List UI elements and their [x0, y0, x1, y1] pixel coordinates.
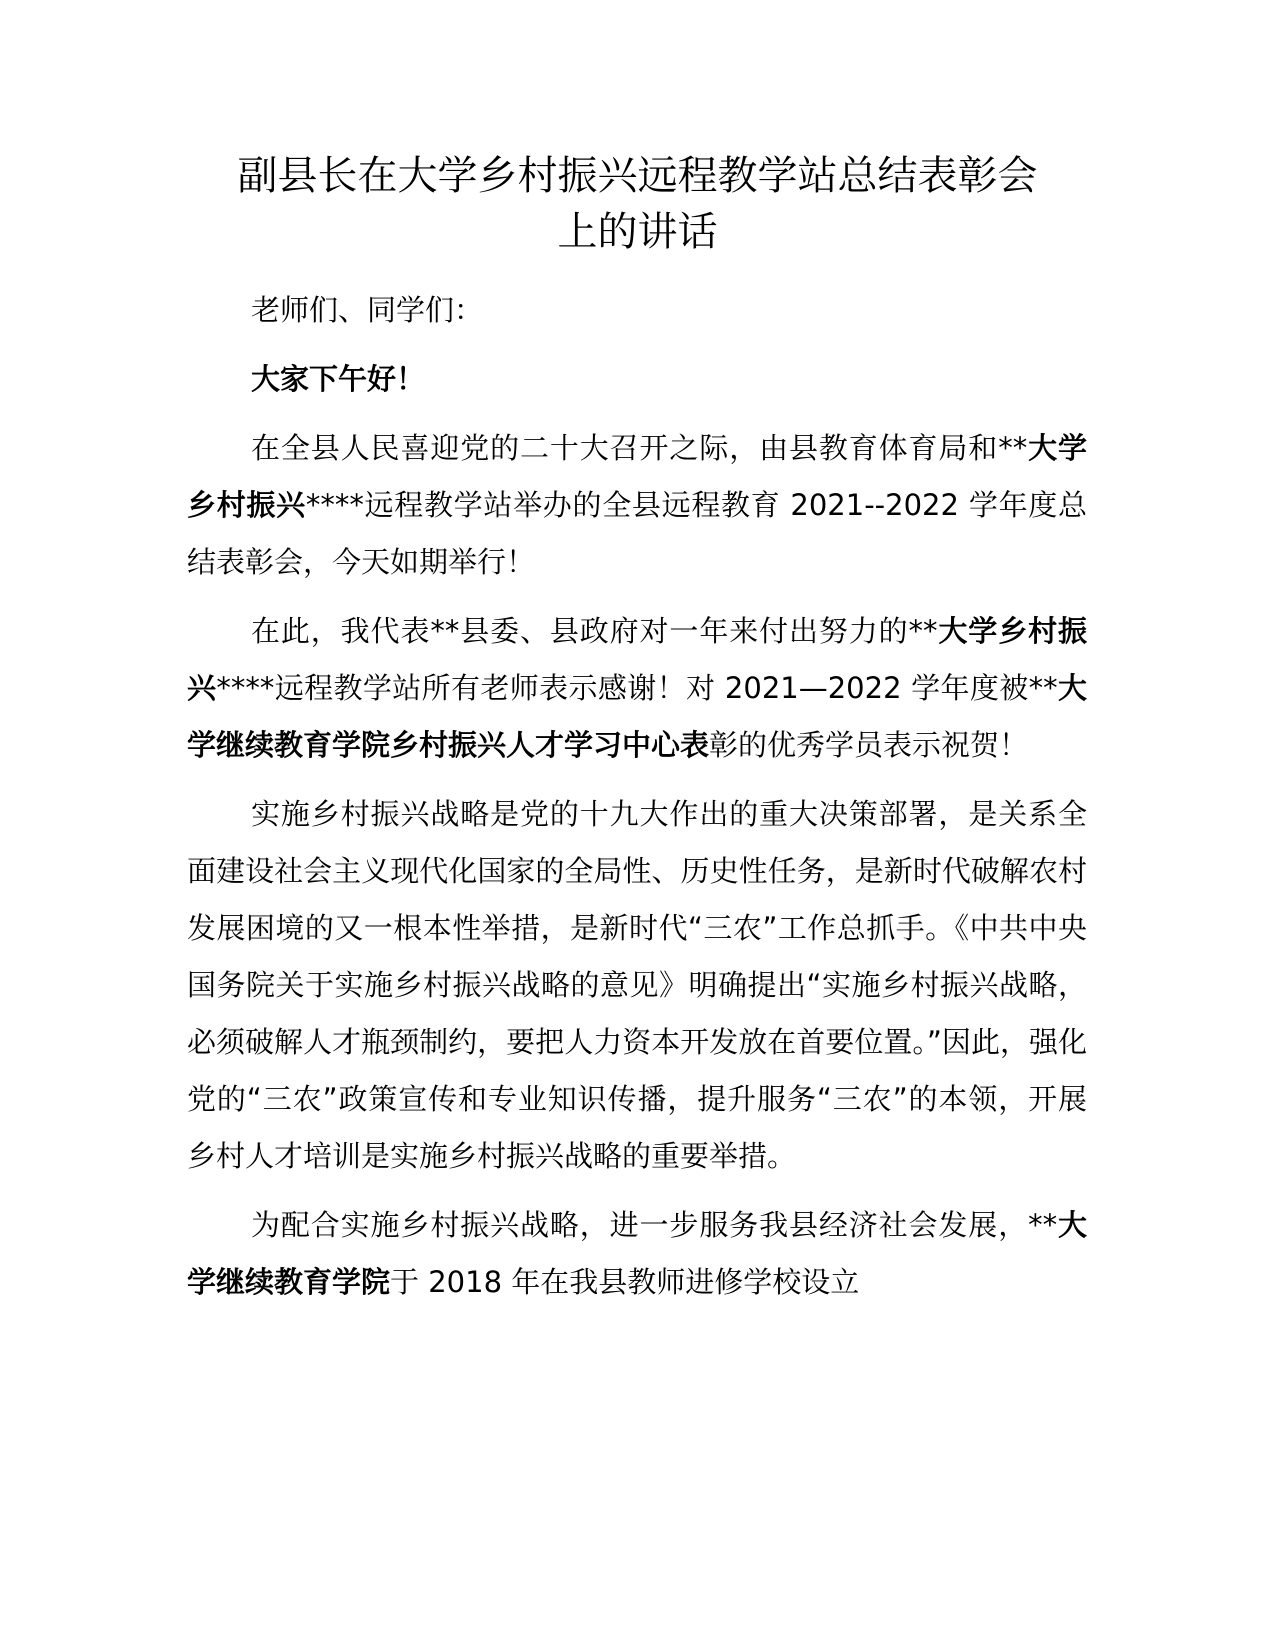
title-line-1: 副县长在大学乡村振兴远程教学站总结表彰会 — [237, 153, 1038, 199]
paragraph-2-bold-1: 大学乡村振兴 — [187, 614, 1087, 705]
paragraph-4-bold: 大学继续教育学院 — [187, 1208, 1087, 1299]
salutation: 老师们、同学们： — [251, 293, 484, 327]
paragraph-4 — [187, 1197, 1087, 1311]
paragraph-1-bold: 大学乡村振兴 — [187, 431, 1087, 522]
document-body — [187, 282, 1087, 1323]
greeting: 大家下午好！ — [251, 362, 426, 396]
paragraph-2-part-c: ****远程教学站所有老师表示感谢！对 2021—2022 学年度被** — [216, 671, 1058, 705]
paragraph-3: 实施乡村振兴战略是党的十九大作出的重大决策部署，是关系全面建设社会主义现代化国家的全局性、历史性任务，是新时代破解农村发展困境的又一根本性举措，是新时代“三农”工作总抓手。《中共中央国务院关于实施乡村振兴战略的意见》明确提出“实施乡村振兴战略，必须破解人才瓶颈制约，要把人力资本开发放在首要位置。”因此，强化党的“三农”政策宣传和专业知识传播，提升服务“三农”的本领，开展乡村人才培训是实施乡村振兴战略的重要举措。 — [187, 797, 1087, 1173]
paragraph-4-part-c: 于 2018 年在我县教师进修学校设立 — [390, 1265, 860, 1299]
paragraph-1 — [187, 420, 1087, 591]
document-title — [150, 148, 1125, 260]
paragraph-1-part-c: ****远程教学站举办的全县远程教育 2021--2022 学年度总结表彰会，今天如期举行！ — [187, 488, 1087, 579]
paragraph-1-part-a: 在全县人民喜迎党的二十大召开之际，由县教育体育局和** — [251, 431, 1028, 465]
paragraph-2-part-e: 彰的优秀学员表示祝贺！ — [709, 728, 1029, 762]
paragraph-2-bold-2: 大学继续教育学院乡村振兴人才学习中心表 — [187, 671, 1087, 762]
paragraph-4-part-a: 为配合实施乡村振兴战略，进一步服务我县经济社会发展，** — [251, 1208, 1058, 1242]
title-line-2: 上的讲话 — [557, 209, 718, 255]
paragraph-2 — [187, 603, 1087, 774]
paragraph-2-part-a: 在此，我代表**县委、县政府对一年来付出努力的** — [251, 614, 938, 648]
